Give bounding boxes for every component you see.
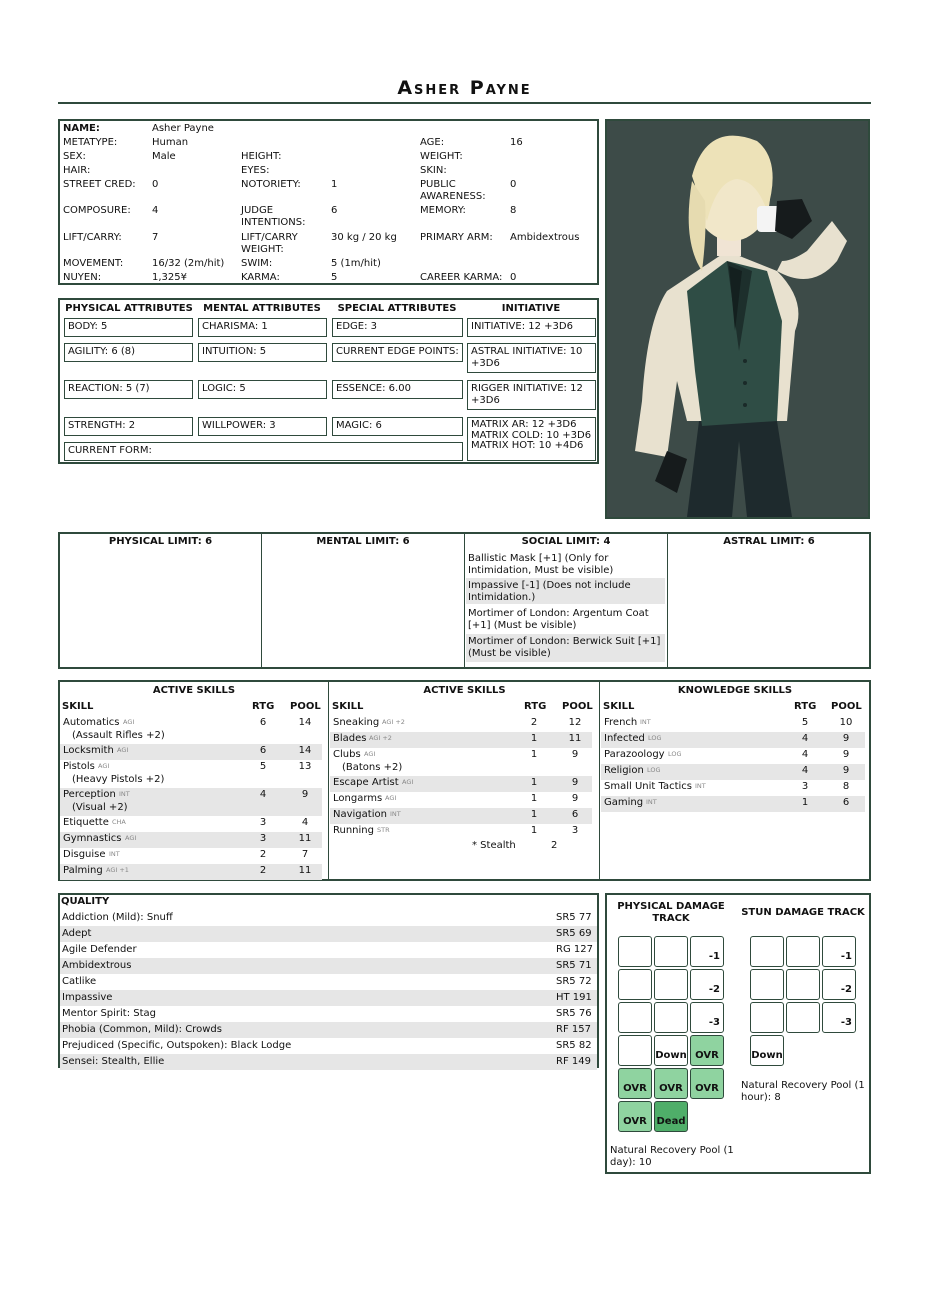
quality-name: Ambidextrous xyxy=(62,960,132,971)
skill-attribute: AGI xyxy=(364,750,376,758)
skill-col-header: SKILL xyxy=(332,701,364,712)
street-cred-label: STREET CRED: xyxy=(63,179,136,190)
judge-intentions-label: JUDGE INTENTIONS: xyxy=(241,205,306,228)
quality-source: SR5 69 xyxy=(556,928,592,939)
quality-name: Impassive xyxy=(62,992,113,1003)
logic-attribute: LOGIC: 5 xyxy=(198,380,327,399)
rigger-initiative-value: RIGGER INITIATIVE: 12 +3D6 xyxy=(467,380,596,410)
stun-damage-box xyxy=(786,1002,820,1033)
damage-box-label: -3 xyxy=(708,1016,720,1028)
skill-attribute: STR xyxy=(377,826,390,834)
physical-attributes-header: PHYSICAL ATTRIBUTES xyxy=(65,303,193,314)
quality-header: QUALITY xyxy=(61,896,110,907)
damage-box-label: Down xyxy=(751,1049,783,1061)
physical-recovery-pool: Natural Recovery Pool (1 day): 10 xyxy=(610,1145,734,1168)
skill-name: Pistols xyxy=(63,761,95,772)
quality-row xyxy=(60,958,597,974)
damage-box-label: -3 xyxy=(840,1016,852,1028)
public-awareness-label: PUBLIC AWARENESS: xyxy=(420,179,486,202)
physical-damage-box xyxy=(654,969,688,1000)
essence-attribute: ESSENCE: 6.00 xyxy=(332,380,463,399)
skill-rating: 2 xyxy=(259,865,267,876)
pool-col-header: POOL xyxy=(290,701,321,712)
skill-name: Escape Artist xyxy=(333,777,399,788)
skill-pool: 9 xyxy=(571,777,579,788)
physical-damage-box xyxy=(654,1035,688,1066)
quality-name: Agile Defender xyxy=(62,944,137,955)
karma-value: 5 xyxy=(331,272,338,283)
damage-box-label: -2 xyxy=(840,983,852,995)
skill-pool: 6 xyxy=(842,797,850,808)
age-value: 16 xyxy=(510,137,523,148)
pool-col-header: POOL xyxy=(831,701,862,712)
agility-attribute: AGILITY: 6 (8) xyxy=(64,343,193,362)
limits-divider xyxy=(261,534,262,667)
name-value: Asher Payne xyxy=(152,123,214,134)
skill-rating: 4 xyxy=(801,749,809,760)
quality-source: SR5 76 xyxy=(556,1008,592,1019)
stun-damage-box xyxy=(786,969,820,1000)
skill-pool: 6 xyxy=(571,809,579,820)
skill-col-header: SKILL xyxy=(603,701,635,712)
height-label: HEIGHT: xyxy=(241,151,282,162)
skill-pool: 10 xyxy=(839,717,853,728)
skill-attribute: CHA xyxy=(112,818,126,826)
matrix-initiative-box xyxy=(467,417,596,461)
hair-label: HAIR: xyxy=(63,165,91,176)
quality-row xyxy=(60,942,597,958)
skill-name: Gymnastics xyxy=(63,833,122,844)
damage-box-label: OVR xyxy=(623,1115,647,1127)
skill-col-header: SKILL xyxy=(62,701,94,712)
reaction-attribute: REACTION: 5 (7) xyxy=(64,380,193,399)
lift-carry-value: 7 xyxy=(152,232,159,243)
skill-attribute: INT xyxy=(646,798,657,806)
portrait-illustration xyxy=(607,121,868,517)
skill-row xyxy=(330,776,592,792)
skill-row xyxy=(601,732,865,748)
quality-row xyxy=(60,1022,597,1038)
skill-pool: 9 xyxy=(842,765,850,776)
skill-name: Longarms xyxy=(333,793,383,804)
physical-limit: PHYSICAL LIMIT: 6 xyxy=(108,536,213,547)
age-label: AGE: xyxy=(420,137,445,148)
damage-box-label: -1 xyxy=(840,950,852,962)
skill-attribute: AGI xyxy=(98,762,110,770)
current-edge-points: CURRENT EDGE POINTS: xyxy=(332,343,463,362)
skill-attribute: AGI +1 xyxy=(106,866,129,874)
initiative-value: INITIATIVE: 12 +3D6 xyxy=(467,318,596,337)
judge-intentions-value: 6 xyxy=(331,205,338,216)
physical-damage-track-title: PHYSICAL DAMAGE TRACK xyxy=(617,901,725,924)
stealth-value: 2 xyxy=(551,840,558,851)
skills-divider xyxy=(328,682,329,879)
notoriety-label: NOTORIETY: xyxy=(241,179,301,190)
skill-specialization: (Assault Rifles +2) xyxy=(72,730,165,741)
damage-box-label: -1 xyxy=(708,950,720,962)
skill-rating: 6 xyxy=(259,717,267,728)
stun-damage-box xyxy=(750,1035,784,1066)
social-limit-item: Ballistic Mask [+1] (Only for Intimidation, Must be visible) xyxy=(468,553,614,576)
skill-rating: 5 xyxy=(259,761,267,772)
skill-pool: 14 xyxy=(298,717,312,728)
limits-divider xyxy=(667,534,668,667)
matrix-ar-value: MATRIX AR: 12 +3D6 xyxy=(471,419,577,430)
skill-row xyxy=(330,748,592,776)
memory-value: 8 xyxy=(510,205,517,216)
knowledge-skills-header: KNOWLEDGE SKILLS xyxy=(677,685,793,696)
stun-damage-box xyxy=(750,936,784,967)
skill-name: Disguise xyxy=(63,849,106,860)
public-awareness-value: 0 xyxy=(510,179,517,190)
skill-row xyxy=(601,748,865,764)
special-attributes-header: SPECIAL ATTRIBUTES xyxy=(337,303,457,314)
quality-row xyxy=(60,1038,597,1054)
skill-name: Religion xyxy=(604,765,644,776)
physical-damage-box xyxy=(654,936,688,967)
skill-row xyxy=(60,716,322,744)
skill-rating: 2 xyxy=(530,717,538,728)
damage-box-label: OVR xyxy=(695,1082,719,1094)
skill-row xyxy=(330,716,592,732)
willpower-attribute: WILLPOWER: 3 xyxy=(198,417,327,436)
quality-source: SR5 82 xyxy=(556,1040,592,1051)
skill-name: Perception xyxy=(63,789,116,800)
skill-rating: 1 xyxy=(530,777,538,788)
physical-damage-box xyxy=(654,1002,688,1033)
skill-row xyxy=(60,864,322,880)
metatype-label: METATYPE: xyxy=(63,137,118,148)
active-skills-header: ACTIVE SKILLS xyxy=(152,685,236,696)
stun-damage-box xyxy=(822,936,856,967)
skill-pool: 13 xyxy=(298,761,312,772)
quality-row xyxy=(60,1054,597,1070)
physical-damage-box xyxy=(690,969,724,1000)
physical-damage-box xyxy=(654,1101,688,1132)
quality-source: HT 191 xyxy=(556,992,592,1003)
skill-pool: 11 xyxy=(298,833,312,844)
skill-row xyxy=(60,848,322,864)
skill-attribute: AGI xyxy=(385,794,397,802)
stun-damage-box xyxy=(822,969,856,1000)
matrix-hot-value: MATRIX HOT: 10 +4D6 xyxy=(471,440,584,451)
limits-divider xyxy=(464,534,465,667)
physical-damage-box xyxy=(618,1035,652,1066)
primary-arm-label: PRIMARY ARM: xyxy=(420,232,493,243)
skill-attribute: AGI +2 xyxy=(382,718,405,726)
skill-row xyxy=(60,788,322,816)
skill-row xyxy=(330,808,592,824)
skill-rating: 1 xyxy=(530,809,538,820)
skill-attribute: INT xyxy=(119,790,130,798)
memory-label: MEMORY: xyxy=(420,205,466,216)
skill-attribute: AGI xyxy=(402,778,414,786)
swim-value: 5 (1m/hit) xyxy=(331,258,381,269)
skill-name: Automatics xyxy=(63,717,120,728)
quality-row xyxy=(60,974,597,990)
quality-row xyxy=(60,910,597,926)
skill-name: Navigation xyxy=(333,809,387,820)
skill-rating: 6 xyxy=(259,745,267,756)
quality-row xyxy=(60,990,597,1006)
skill-rating: 1 xyxy=(530,793,538,804)
matrix-cold-value: MATRIX COLD: 10 +3D6 xyxy=(471,429,592,441)
skill-rating: 2 xyxy=(259,849,267,860)
skill-pool: 9 xyxy=(842,749,850,760)
skill-specialization: (Heavy Pistols +2) xyxy=(72,774,165,785)
physical-damage-box xyxy=(618,1068,652,1099)
quality-source: SR5 71 xyxy=(556,960,592,971)
skill-rating: 1 xyxy=(530,825,538,836)
composure-value: 4 xyxy=(152,205,159,216)
notoriety-value: 1 xyxy=(331,179,338,190)
skill-pool: 9 xyxy=(571,793,579,804)
name-label: NAME: xyxy=(63,123,100,134)
skills-divider xyxy=(599,682,600,879)
composure-label: COMPOSURE: xyxy=(63,205,131,216)
skill-row xyxy=(601,780,865,796)
edge-attribute: EDGE: 3 xyxy=(332,318,463,337)
quality-row xyxy=(60,1006,597,1022)
skill-pool: 9 xyxy=(571,749,579,760)
physical-damage-box xyxy=(618,1002,652,1033)
damage-box-label: OVR xyxy=(695,1049,719,1061)
nuyen-value: 1,325¥ xyxy=(152,272,187,283)
skill-pool: 9 xyxy=(842,733,850,744)
primary-arm-value: Ambidextrous xyxy=(510,232,580,243)
skill-pool: 9 xyxy=(301,789,309,800)
quality-source: RF 157 xyxy=(556,1024,591,1035)
skill-name: Gaming xyxy=(604,797,644,808)
social-limit: SOCIAL LIMIT: 4 xyxy=(521,536,611,547)
quality-name: Phobia (Common, Mild): Crowds xyxy=(62,1024,222,1035)
physical-damage-box xyxy=(618,936,652,967)
skin-label: SKIN: xyxy=(420,165,447,176)
physical-damage-box xyxy=(690,1035,724,1066)
skill-specialization: (Batons +2) xyxy=(342,762,403,773)
skill-pool: 11 xyxy=(568,733,582,744)
skill-rating: 4 xyxy=(259,789,267,800)
skill-pool: 7 xyxy=(301,849,309,860)
skill-attribute: LOG xyxy=(647,766,661,774)
skill-rating: 3 xyxy=(259,817,267,828)
skill-rating: 1 xyxy=(530,749,538,760)
skill-name: Infected xyxy=(604,733,645,744)
page-title: Asher Payne xyxy=(397,77,532,99)
physical-damage-box xyxy=(690,1002,724,1033)
lift-carry-weight-value: 30 kg / 20 kg xyxy=(331,232,397,243)
current-form: CURRENT FORM: xyxy=(64,442,463,461)
character-portrait xyxy=(605,119,870,519)
eyes-label: EYES: xyxy=(241,165,270,176)
skill-name: Sneaking xyxy=(333,717,380,728)
skill-row xyxy=(601,796,865,812)
damage-box-label: -2 xyxy=(708,983,720,995)
karma-label: KARMA: xyxy=(241,272,280,283)
mental-attributes-header: MENTAL ATTRIBUTES xyxy=(203,303,321,314)
damage-box-label: Down xyxy=(655,1049,687,1061)
active-skills-header: ACTIVE SKILLS xyxy=(423,685,506,696)
skill-row xyxy=(60,744,322,760)
skill-name: Locksmith xyxy=(63,745,114,756)
quality-name: Addiction (Mild): Snuff xyxy=(62,912,173,923)
skill-rating: 3 xyxy=(259,833,267,844)
skill-attribute: INT xyxy=(640,718,651,726)
movement-value: 16/32 (2m/hit) xyxy=(152,258,225,269)
quality-source: RF 149 xyxy=(556,1056,591,1067)
skill-pool: 11 xyxy=(298,865,312,876)
stun-damage-box xyxy=(750,969,784,1000)
initiative-header: INITIATIVE xyxy=(501,303,561,314)
astral-limit: ASTRAL LIMIT: 6 xyxy=(723,536,815,547)
physical-damage-box xyxy=(654,1068,688,1099)
stun-recovery-pool: Natural Recovery Pool (1 hour): 8 xyxy=(741,1080,865,1103)
social-limit-item: Mortimer of London: Argentum Coat [+1] (Must be visible) xyxy=(468,608,649,631)
intuition-attribute: INTUITION: 5 xyxy=(198,343,327,362)
skill-attribute: LOG xyxy=(668,750,682,758)
skill-row xyxy=(330,824,592,840)
sex-value: Male xyxy=(152,151,176,162)
skill-row xyxy=(601,716,865,732)
stealth-note: * Stealth xyxy=(472,840,516,851)
body-attribute: BODY: 5 xyxy=(64,318,193,337)
skill-pool: 3 xyxy=(571,825,579,836)
astral-initiative-value: ASTRAL INITIATIVE: 10 +3D6 xyxy=(467,343,596,373)
quality-name: Adept xyxy=(62,928,92,939)
damage-box-label: Dead xyxy=(656,1115,686,1127)
physical-damage-box xyxy=(690,936,724,967)
damage-box-label: OVR xyxy=(659,1082,683,1094)
skill-rating: 4 xyxy=(801,765,809,776)
skill-attribute: LOG xyxy=(648,734,662,742)
stun-damage-box xyxy=(786,936,820,967)
movement-label: MOVEMENT: xyxy=(63,258,124,269)
skill-name: Etiquette xyxy=(63,817,109,828)
skill-row xyxy=(60,832,322,848)
skill-pool: 12 xyxy=(568,717,582,728)
quality-row xyxy=(60,926,597,942)
pool-col-header: POOL xyxy=(562,701,593,712)
skill-attribute: AGI xyxy=(123,718,135,726)
skill-name: Clubs xyxy=(333,749,361,760)
skill-rating: 3 xyxy=(801,781,809,792)
quality-name: Catlike xyxy=(62,976,97,987)
skill-name: Blades xyxy=(333,733,367,744)
social-limit-item: Mortimer of London: Berwick Suit [+1] (Must be visible) xyxy=(466,634,665,662)
weight-label: WEIGHT: xyxy=(420,151,463,162)
skill-name: French xyxy=(604,717,638,728)
title-rule xyxy=(58,102,871,104)
stun-damage-box xyxy=(822,1002,856,1033)
skill-row xyxy=(330,732,592,748)
skill-pool: 14 xyxy=(298,745,312,756)
skill-name: Small Unit Tactics xyxy=(604,781,692,792)
stun-damage-track-title: STUN DAMAGE TRACK xyxy=(741,907,865,918)
lift-carry-label: LIFT/CARRY: xyxy=(63,232,122,243)
magic-attribute: MAGIC: 6 xyxy=(332,417,463,436)
skill-name: Palming xyxy=(63,865,103,876)
skill-pool: 4 xyxy=(301,817,309,828)
metatype-value: Human xyxy=(152,137,189,148)
quality-source: SR5 77 xyxy=(556,912,592,923)
physical-damage-box xyxy=(690,1068,724,1099)
quality-source: RG 127 xyxy=(556,944,593,955)
skill-specialization: (Visual +2) xyxy=(72,802,128,813)
skill-attribute: AGI xyxy=(117,746,129,754)
mental-limit: MENTAL LIMIT: 6 xyxy=(316,536,410,547)
quality-name: Mentor Spirit: Stag xyxy=(62,1008,157,1019)
quality-name: Sensei: Stealth, Ellie xyxy=(62,1056,165,1067)
skill-name: Parazoology xyxy=(604,749,665,760)
charisma-attribute: CHARISMA: 1 xyxy=(198,318,327,337)
quality-name: Prejudiced (Specific, Outspoken): Black Lodge xyxy=(62,1040,292,1051)
skill-attribute: INT xyxy=(695,782,706,790)
skill-attribute: INT xyxy=(109,850,120,858)
skill-rating: 1 xyxy=(801,797,809,808)
skill-row xyxy=(60,760,322,788)
career-karma-label: CAREER KARMA: xyxy=(420,272,503,283)
street-cred-value: 0 xyxy=(152,179,159,190)
skill-attribute: INT xyxy=(390,810,401,818)
skill-row xyxy=(601,764,865,780)
skill-attribute: AGI +2 xyxy=(369,734,392,742)
rtg-col-header: RTG xyxy=(252,701,275,712)
skill-row xyxy=(60,816,322,832)
skill-rating: 1 xyxy=(530,733,538,744)
strength-attribute: STRENGTH: 2 xyxy=(64,417,193,436)
skill-rating: 5 xyxy=(801,717,809,728)
skill-attribute: AGI xyxy=(125,834,137,842)
skill-pool: 8 xyxy=(842,781,850,792)
social-limit-item: Impassive [-1] (Does not include Intimidation.) xyxy=(466,578,665,604)
quality-source: SR5 72 xyxy=(556,976,592,987)
nuyen-label: NUYEN: xyxy=(63,272,102,283)
lift-carry-weight-label: LIFT/CARRY WEIGHT: xyxy=(241,232,298,255)
skill-rating: 4 xyxy=(801,733,809,744)
swim-label: SWIM: xyxy=(241,258,273,269)
physical-damage-box xyxy=(618,1101,652,1132)
skill-row xyxy=(330,792,592,808)
rtg-col-header: RTG xyxy=(524,701,547,712)
stun-damage-box xyxy=(750,1002,784,1033)
sex-label: SEX: xyxy=(63,151,86,162)
physical-damage-box xyxy=(618,969,652,1000)
rtg-col-header: RTG xyxy=(794,701,817,712)
skill-name: Running xyxy=(333,825,374,836)
career-karma-value: 0 xyxy=(510,272,517,283)
damage-box-label: OVR xyxy=(623,1082,647,1094)
